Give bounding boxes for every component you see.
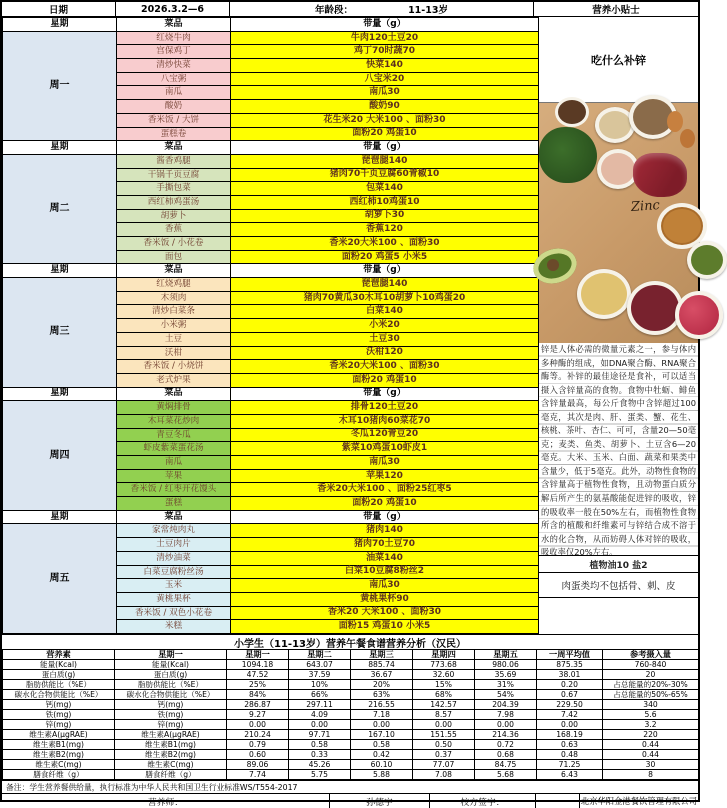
- nutrient-value-cell: 5.88: [351, 770, 413, 780]
- menu-section-header-row: [3, 387, 539, 401]
- nutrient-value-cell: 773.68: [413, 660, 475, 670]
- nutrient-value-cell: 0.67: [537, 690, 603, 700]
- nutrient-value-cell: 84%: [227, 690, 289, 700]
- nutrient-value-cell: 0.42: [351, 750, 413, 760]
- nutrient-value-cell: 286.87: [227, 700, 289, 710]
- menu-body: [2, 17, 698, 635]
- nutrient-value-cell: 5.68: [475, 770, 537, 780]
- dish-cell: 木耳菜花炒肉: [117, 414, 231, 428]
- menu-section-header-row: [3, 510, 539, 524]
- reference-value-cell: 占总能量的20%-30%: [603, 680, 699, 690]
- tips-title: 吃什么补锌: [539, 17, 698, 103]
- analysis-row: [3, 690, 699, 700]
- dish-cell: 香米饭 / 小花卷: [117, 237, 231, 251]
- dish-cell: 面包: [117, 250, 231, 264]
- analysis-row: [3, 710, 699, 720]
- dish-cell: 米糕: [117, 620, 231, 634]
- nutrient-value-cell: 89.06: [227, 760, 289, 770]
- reference-value-cell: 3.2: [603, 720, 699, 730]
- nutrient-value-cell: 32.60: [413, 670, 475, 680]
- qty-cell: 面粉15 鸡蛋10 小米5: [231, 620, 539, 634]
- nutrient-label-cell: 铁(mg): [115, 710, 227, 720]
- nutrition-tips-header: 营养小贴士: [592, 5, 640, 16]
- nutrient-value-cell: 0.58: [351, 740, 413, 750]
- nutrient-value-cell: 60.10: [351, 760, 413, 770]
- school-sign-label: 校方签字：: [430, 794, 536, 808]
- dish-cell: 白菜豆腐粉丝汤: [117, 565, 231, 579]
- qty-cell: 南瓜30: [231, 456, 539, 470]
- zinc-foods-photo: [539, 103, 698, 343]
- nutrient-value-cell: 25%: [227, 680, 289, 690]
- nutrient-label-cell: 蛋白质(g): [115, 670, 227, 680]
- dish-cell: 小米粥: [117, 319, 231, 333]
- dish-cell: 宫保鸡丁: [117, 45, 231, 59]
- dish-col-header: 菜品: [117, 510, 231, 524]
- nutrient-value-cell: 875.35: [537, 660, 603, 670]
- nutrient-value-cell: 38.01: [537, 670, 603, 680]
- age-value: 11-13岁: [408, 5, 448, 16]
- sheet-header-row: [2, 2, 698, 17]
- dietitian-name: 孙德宇: [330, 794, 430, 808]
- nutrient-value-cell: 0.68: [475, 750, 537, 760]
- nutrition-analysis-table: [2, 649, 699, 780]
- nutrient-value-cell: 0.37: [413, 750, 475, 760]
- company-name: 北京华阳金港餐饮管理有限公司: [580, 796, 698, 806]
- nutrient-value-cell: 643.07: [289, 660, 351, 670]
- qty-cell: 油菜140: [231, 551, 539, 565]
- nutrient-value-cell: 0.60: [227, 750, 289, 760]
- qty-cell: 香米20大米100 、面粉25红枣5: [231, 483, 539, 497]
- analysis-col-header: 星期四: [413, 650, 475, 660]
- week-col-header: 星期: [3, 141, 117, 155]
- dish-cell: 香米饭 / 双色小花卷: [117, 606, 231, 620]
- analysis-col-header: 星期五: [475, 650, 537, 660]
- reference-value-cell: 5.6: [603, 710, 699, 720]
- nutrient-label-cell: 脂肪供能比（%E）: [115, 680, 227, 690]
- qty-cell: 快菜140: [231, 59, 539, 73]
- zinc-caption: Zinc: [630, 198, 661, 215]
- day-label: 周一: [3, 31, 117, 141]
- menu-row: [3, 401, 539, 415]
- nutrient-value-cell: 0.00: [537, 720, 603, 730]
- analysis-col-header: 星期二: [289, 650, 351, 660]
- menu-row: [3, 524, 539, 538]
- nutrient-value-cell: 10%: [289, 680, 351, 690]
- reference-value-cell: 0.44: [603, 750, 699, 760]
- date-value: 2026.3.2—6: [116, 2, 230, 16]
- nutrient-value-cell: 0.00: [227, 720, 289, 730]
- nutrient-value-cell: 84.75: [475, 760, 537, 770]
- nutrient-value-cell: 0.00: [475, 720, 537, 730]
- nutrient-value-cell: 0.20: [537, 680, 603, 690]
- qty-cell: 八宝米20: [231, 72, 539, 86]
- nutrient-value-cell: 167.10: [351, 730, 413, 740]
- qty-cell: 猪肉70土豆70: [231, 538, 539, 552]
- week-col-header: 星期: [3, 510, 117, 524]
- nutrient-label-cell: 维生素C(mg): [3, 760, 115, 770]
- nutrient-label-cell: 铁(mg): [3, 710, 115, 720]
- tips-filler: [539, 598, 698, 634]
- nutrient-label-cell: 维生素A(μgRAE): [115, 730, 227, 740]
- qty-col-header: 带量（g）: [231, 264, 539, 278]
- qty-cell: 面粉20 鸡蛋10: [231, 127, 539, 141]
- signature-blank-cell: [536, 794, 580, 808]
- nutrient-value-cell: 97.71: [289, 730, 351, 740]
- qty-cell: 胡萝卜30: [231, 209, 539, 223]
- nutrient-value-cell: 6.43: [537, 770, 603, 780]
- nutrient-value-cell: 214.36: [475, 730, 537, 740]
- nutrient-value-cell: 7.18: [351, 710, 413, 720]
- nutrient-label-cell: 钙(mg): [3, 700, 115, 710]
- dish-cell: 土豆: [117, 332, 231, 346]
- qty-cell: 南瓜30: [231, 579, 539, 593]
- nutrient-label-cell: 碳水化合物供能比（%E）: [3, 690, 115, 700]
- qty-cell: 木耳10猪肉60菜花70: [231, 414, 539, 428]
- nutrient-label-cell: 锌(mg): [3, 720, 115, 730]
- nutrient-value-cell: 68%: [413, 690, 475, 700]
- qty-cell: 香米20大米100 、面粉30: [231, 360, 539, 374]
- nutrient-value-cell: 216.55: [351, 700, 413, 710]
- nutrient-label-cell: 膳食纤维（g）: [115, 770, 227, 780]
- day-label: 周五: [3, 524, 117, 634]
- analysis-col-header: 星期一: [115, 650, 227, 660]
- nutrient-label-cell: 膳食纤维（g）: [3, 770, 115, 780]
- qty-cell: 面粉20 鸡蛋5 小米5: [231, 250, 539, 264]
- week-col-header: 星期: [3, 387, 117, 401]
- analysis-row: [3, 700, 699, 710]
- nutrient-label-cell: 蛋白质(g): [3, 670, 115, 680]
- dish-col-header: 菜品: [117, 18, 231, 32]
- nutrient-value-cell: 0.48: [537, 750, 603, 760]
- dish-cell: 西红柿鸡蛋汤: [117, 195, 231, 209]
- nutrient-value-cell: 7.08: [413, 770, 475, 780]
- menu-row: [3, 154, 539, 168]
- qty-cell: 面粉20 鸡蛋10: [231, 373, 539, 387]
- nutrient-value-cell: 151.55: [413, 730, 475, 740]
- nutrient-label-cell: 脂肪供能比（%E）: [3, 680, 115, 690]
- menu-row: [3, 31, 539, 45]
- nutrient-value-cell: 229.50: [537, 700, 603, 710]
- dish-cell: 土豆肉片: [117, 538, 231, 552]
- analysis-row: [3, 750, 699, 760]
- reference-value-cell: 0.44: [603, 740, 699, 750]
- qty-cell: 猪肉70黄瓜30木耳10胡萝卜10鸡蛋20: [231, 291, 539, 305]
- nutrient-value-cell: 31%: [475, 680, 537, 690]
- nutrient-value-cell: 45.26: [289, 760, 351, 770]
- reference-value-cell: 340: [603, 700, 699, 710]
- dish-cell: 手撕包菜: [117, 182, 231, 196]
- day-label: 周二: [3, 154, 117, 264]
- qty-cell: 鸡丁70时蔬70: [231, 45, 539, 59]
- dish-cell: 青豆冬瓜: [117, 428, 231, 442]
- age-label: 年龄段：: [315, 5, 354, 16]
- dish-col-header: 菜品: [117, 264, 231, 278]
- qty-cell: 黄桃果杯90: [231, 592, 539, 606]
- reference-value-cell: 占总能量的50%-65%: [603, 690, 699, 700]
- dish-cell: 清炒油菜: [117, 551, 231, 565]
- nutrient-value-cell: 142.57: [413, 700, 475, 710]
- qty-cell: 香米20大米100 、面粉30: [231, 237, 539, 251]
- signature-row: [2, 793, 698, 808]
- dish-cell: 老式炉果: [117, 373, 231, 387]
- reference-value-cell: 760-840: [603, 660, 699, 670]
- nutrient-value-cell: 7.98: [475, 710, 537, 720]
- dish-cell: 黄桃果杯: [117, 592, 231, 606]
- dish-cell: 清炒快菜: [117, 59, 231, 73]
- analysis-row: [3, 660, 699, 670]
- qty-cell: 猪肉70千页豆腐60青椒10: [231, 168, 539, 182]
- nutrient-value-cell: 9.27: [227, 710, 289, 720]
- menu-section-header-row: [3, 264, 539, 278]
- dish-cell: 蛋糕卷: [117, 127, 231, 141]
- nutrient-label-cell: 能量(Kcal): [3, 660, 115, 670]
- dish-cell: 红烧牛肉: [117, 31, 231, 45]
- qty-cell: 苹果120: [231, 469, 539, 483]
- meat-egg-note: 肉蛋类均不包括骨、刺、皮: [539, 573, 698, 598]
- nutrient-value-cell: 0.63: [537, 740, 603, 750]
- nutrient-label-cell: 维生素B2(mg): [3, 750, 115, 760]
- nutrient-label-cell: 能量(Kcal): [115, 660, 227, 670]
- nutrient-value-cell: 4.09: [289, 710, 351, 720]
- dish-cell: 清炒白菜条: [117, 305, 231, 319]
- nutrient-label-cell: 维生素C(mg): [115, 760, 227, 770]
- nutrient-label-cell: 锌(mg): [115, 720, 227, 730]
- dish-col-header: 菜品: [117, 141, 231, 155]
- weekly-menu-table: [2, 17, 539, 634]
- menu-section-header-row: [3, 18, 539, 32]
- reference-value-cell: 20: [603, 670, 699, 680]
- reference-value-cell: 220: [603, 730, 699, 740]
- nutrient-value-cell: 980.06: [475, 660, 537, 670]
- nutrient-value-cell: 63%: [351, 690, 413, 700]
- analysis-row: [3, 680, 699, 690]
- dietitian-label: 营养师：: [2, 794, 330, 808]
- analysis-col-header: 参考摄入量: [603, 650, 699, 660]
- nutrient-value-cell: 210.24: [227, 730, 289, 740]
- nutrient-label-cell: 维生素B1(mg): [3, 740, 115, 750]
- dish-cell: 酱香鸡腿: [117, 154, 231, 168]
- nutrient-value-cell: 54%: [475, 690, 537, 700]
- zinc-tips-text: 锌是人体必需的微量元素之一，参与体内多种酶的组成，如DNA聚合酶、RNA聚合酶等。补锌的最佳途径是食补，可以适当摄入含锌量高的食物。食物中牡蛎、鲱鱼含锌量最高，每公斤食物中含锌超过100毫克，其次是肉、肝、蛋类、蟹、花生、核桃、茶叶、杏仁、可可，含量20—50毫克；麦类、鱼类、胡萝卜、土豆含6—20毫克。大米、玉米、白面、蔬菜和果类中含量少，低于5毫克。此外，动物性食物的含锌量高于植物性食物，且动物蛋白质分解后所产生的氨基酸能促进锌的吸收，锌的吸收率一般在50%左右，而植物性食物所含的植酸和纤维素可与锌结合成不溶于水的化合物，从而妨碍人体对锌的吸收，吸收率仅20%左右。: [541, 344, 696, 558]
- qty-cell: 南瓜30: [231, 86, 539, 100]
- week-col-header: 星期: [3, 264, 117, 278]
- nutrient-label-cell: 维生素A(μgRAE): [3, 730, 115, 740]
- menu-row: [3, 278, 539, 292]
- dish-cell: 八宝粥: [117, 72, 231, 86]
- nutrient-value-cell: 0.00: [289, 720, 351, 730]
- nutrient-value-cell: 7.42: [537, 710, 603, 720]
- nutrient-value-cell: 0.33: [289, 750, 351, 760]
- analysis-col-header: 星期一: [227, 650, 289, 660]
- qty-col-header: 带量（g）: [231, 387, 539, 401]
- qty-cell: 白菜140: [231, 305, 539, 319]
- analysis-row: [3, 740, 699, 750]
- qty-cell: 香米20 大米100 、面粉30: [231, 606, 539, 620]
- qty-cell: 酸奶90: [231, 100, 539, 114]
- analysis-row: [3, 760, 699, 770]
- nutrient-value-cell: 0.79: [227, 740, 289, 750]
- dish-cell: 南瓜: [117, 456, 231, 470]
- nutrient-value-cell: 71.25: [537, 760, 603, 770]
- dish-cell: 干锅千页豆腐: [117, 168, 231, 182]
- dish-cell: 沃柑: [117, 346, 231, 360]
- dish-cell: 玉米: [117, 579, 231, 593]
- dish-cell: 苹果: [117, 469, 231, 483]
- dish-cell: 胡萝卜: [117, 209, 231, 223]
- day-label: 周四: [3, 401, 117, 511]
- dish-cell: 酸奶: [117, 100, 231, 114]
- qty-col-header: 带量（g）: [231, 510, 539, 524]
- qty-cell: 沃柑120: [231, 346, 539, 360]
- nutrient-value-cell: 37.59: [289, 670, 351, 680]
- nutrient-value-cell: 1094.18: [227, 660, 289, 670]
- qty-cell: 紫菜10鸡蛋10虾皮1: [231, 442, 539, 456]
- nutrient-value-cell: 77.07: [413, 760, 475, 770]
- analysis-title: 小学生（11-13岁）营养午餐食谱营养分析（汉民）: [234, 638, 466, 650]
- nutrient-value-cell: 7.74: [227, 770, 289, 780]
- analysis-row: [3, 730, 699, 740]
- nutrient-value-cell: 0.00: [413, 720, 475, 730]
- nutrient-value-cell: 204.39: [475, 700, 537, 710]
- dish-cell: 香米饭 / 小烧饼: [117, 360, 231, 374]
- qty-cell: 花生米20 大米100 、面粉30: [231, 113, 539, 127]
- analysis-row: [3, 670, 699, 680]
- dish-col-header: 菜品: [117, 387, 231, 401]
- qty-cell: 香蕉120: [231, 223, 539, 237]
- analysis-row: [3, 770, 699, 780]
- nutrient-value-cell: 0.50: [413, 740, 475, 750]
- standard-note: 备注：学生营养餐供给量，执行标准为中华人民共和国卫生行业标准WS/T554-2017: [2, 780, 698, 793]
- qty-cell: 小米20: [231, 319, 539, 333]
- age-range-cell: [230, 2, 534, 16]
- nutrient-value-cell: 0.72: [475, 740, 537, 750]
- dish-cell: 虾皮紫菜蛋花汤: [117, 442, 231, 456]
- nutrient-value-cell: 35.69: [475, 670, 537, 680]
- nutrient-label-cell: 碳水化合物供能比（%E）: [115, 690, 227, 700]
- nutrient-value-cell: 297.11: [289, 700, 351, 710]
- qty-cell: 猪肉140: [231, 524, 539, 538]
- dish-cell: 香蕉: [117, 223, 231, 237]
- nutrient-label-cell: 维生素B1(mg): [115, 740, 227, 750]
- dish-cell: 家常炖肉丸: [117, 524, 231, 538]
- nutrient-value-cell: 15%: [413, 680, 475, 690]
- dish-cell: 香米饭 / 红枣开花馒头: [117, 483, 231, 497]
- nutrient-value-cell: 168.19: [537, 730, 603, 740]
- qty-cell: 琵琶腿140: [231, 154, 539, 168]
- nutrient-value-cell: 36.67: [351, 670, 413, 680]
- qty-cell: 牛肉120土豆20: [231, 31, 539, 45]
- reference-value-cell: 8: [603, 770, 699, 780]
- dish-cell: 木须肉: [117, 291, 231, 305]
- nutrient-value-cell: 66%: [289, 690, 351, 700]
- analysis-col-header: 星期三: [351, 650, 413, 660]
- qty-cell: 包菜140: [231, 182, 539, 196]
- nutrient-label-cell: 维生素B2(mg): [115, 750, 227, 760]
- nutrient-value-cell: 0.58: [289, 740, 351, 750]
- nutrition-tips-panel: [539, 17, 698, 634]
- nutrient-value-cell: 47.52: [227, 670, 289, 680]
- dish-cell: 香米饭 / 大饼: [117, 113, 231, 127]
- qty-cell: 白菜10豆腐8粉丝2: [231, 565, 539, 579]
- nutrient-value-cell: 0.00: [351, 720, 413, 730]
- dish-cell: 蛋糕: [117, 497, 231, 511]
- qty-cell: 土豆30: [231, 332, 539, 346]
- oil-salt-note: 植物油10 盐2: [539, 555, 698, 573]
- qty-cell: 排骨120土豆20: [231, 401, 539, 415]
- qty-col-header: 带量（g）: [231, 141, 539, 155]
- analysis-col-header: 营养素: [3, 650, 115, 660]
- reference-value-cell: 30: [603, 760, 699, 770]
- nutrient-value-cell: 20%: [351, 680, 413, 690]
- nutrient-label-cell: 钙(mg): [115, 700, 227, 710]
- dish-cell: 黄焖排骨: [117, 401, 231, 415]
- day-label: 周三: [3, 278, 117, 388]
- dish-cell: 红烧鸡腿: [117, 278, 231, 292]
- menu-section-header-row: [3, 141, 539, 155]
- date-label: 日期: [2, 2, 116, 16]
- qty-cell: 冬瓜120青豆20: [231, 428, 539, 442]
- qty-cell: 西红柿10鸡蛋10: [231, 195, 539, 209]
- nutrient-value-cell: 885.74: [351, 660, 413, 670]
- qty-col-header: 带量（g）: [231, 18, 539, 32]
- qty-cell: 面粉20 鸡蛋10: [231, 497, 539, 511]
- week-col-header: 星期: [3, 18, 117, 32]
- qty-cell: 琵琶腿140: [231, 278, 539, 292]
- dish-cell: 南瓜: [117, 86, 231, 100]
- nutrient-value-cell: 5.75: [289, 770, 351, 780]
- nutrient-value-cell: 8.57: [413, 710, 475, 720]
- analysis-row: [3, 720, 699, 730]
- analysis-col-header: 一周平均值: [537, 650, 603, 660]
